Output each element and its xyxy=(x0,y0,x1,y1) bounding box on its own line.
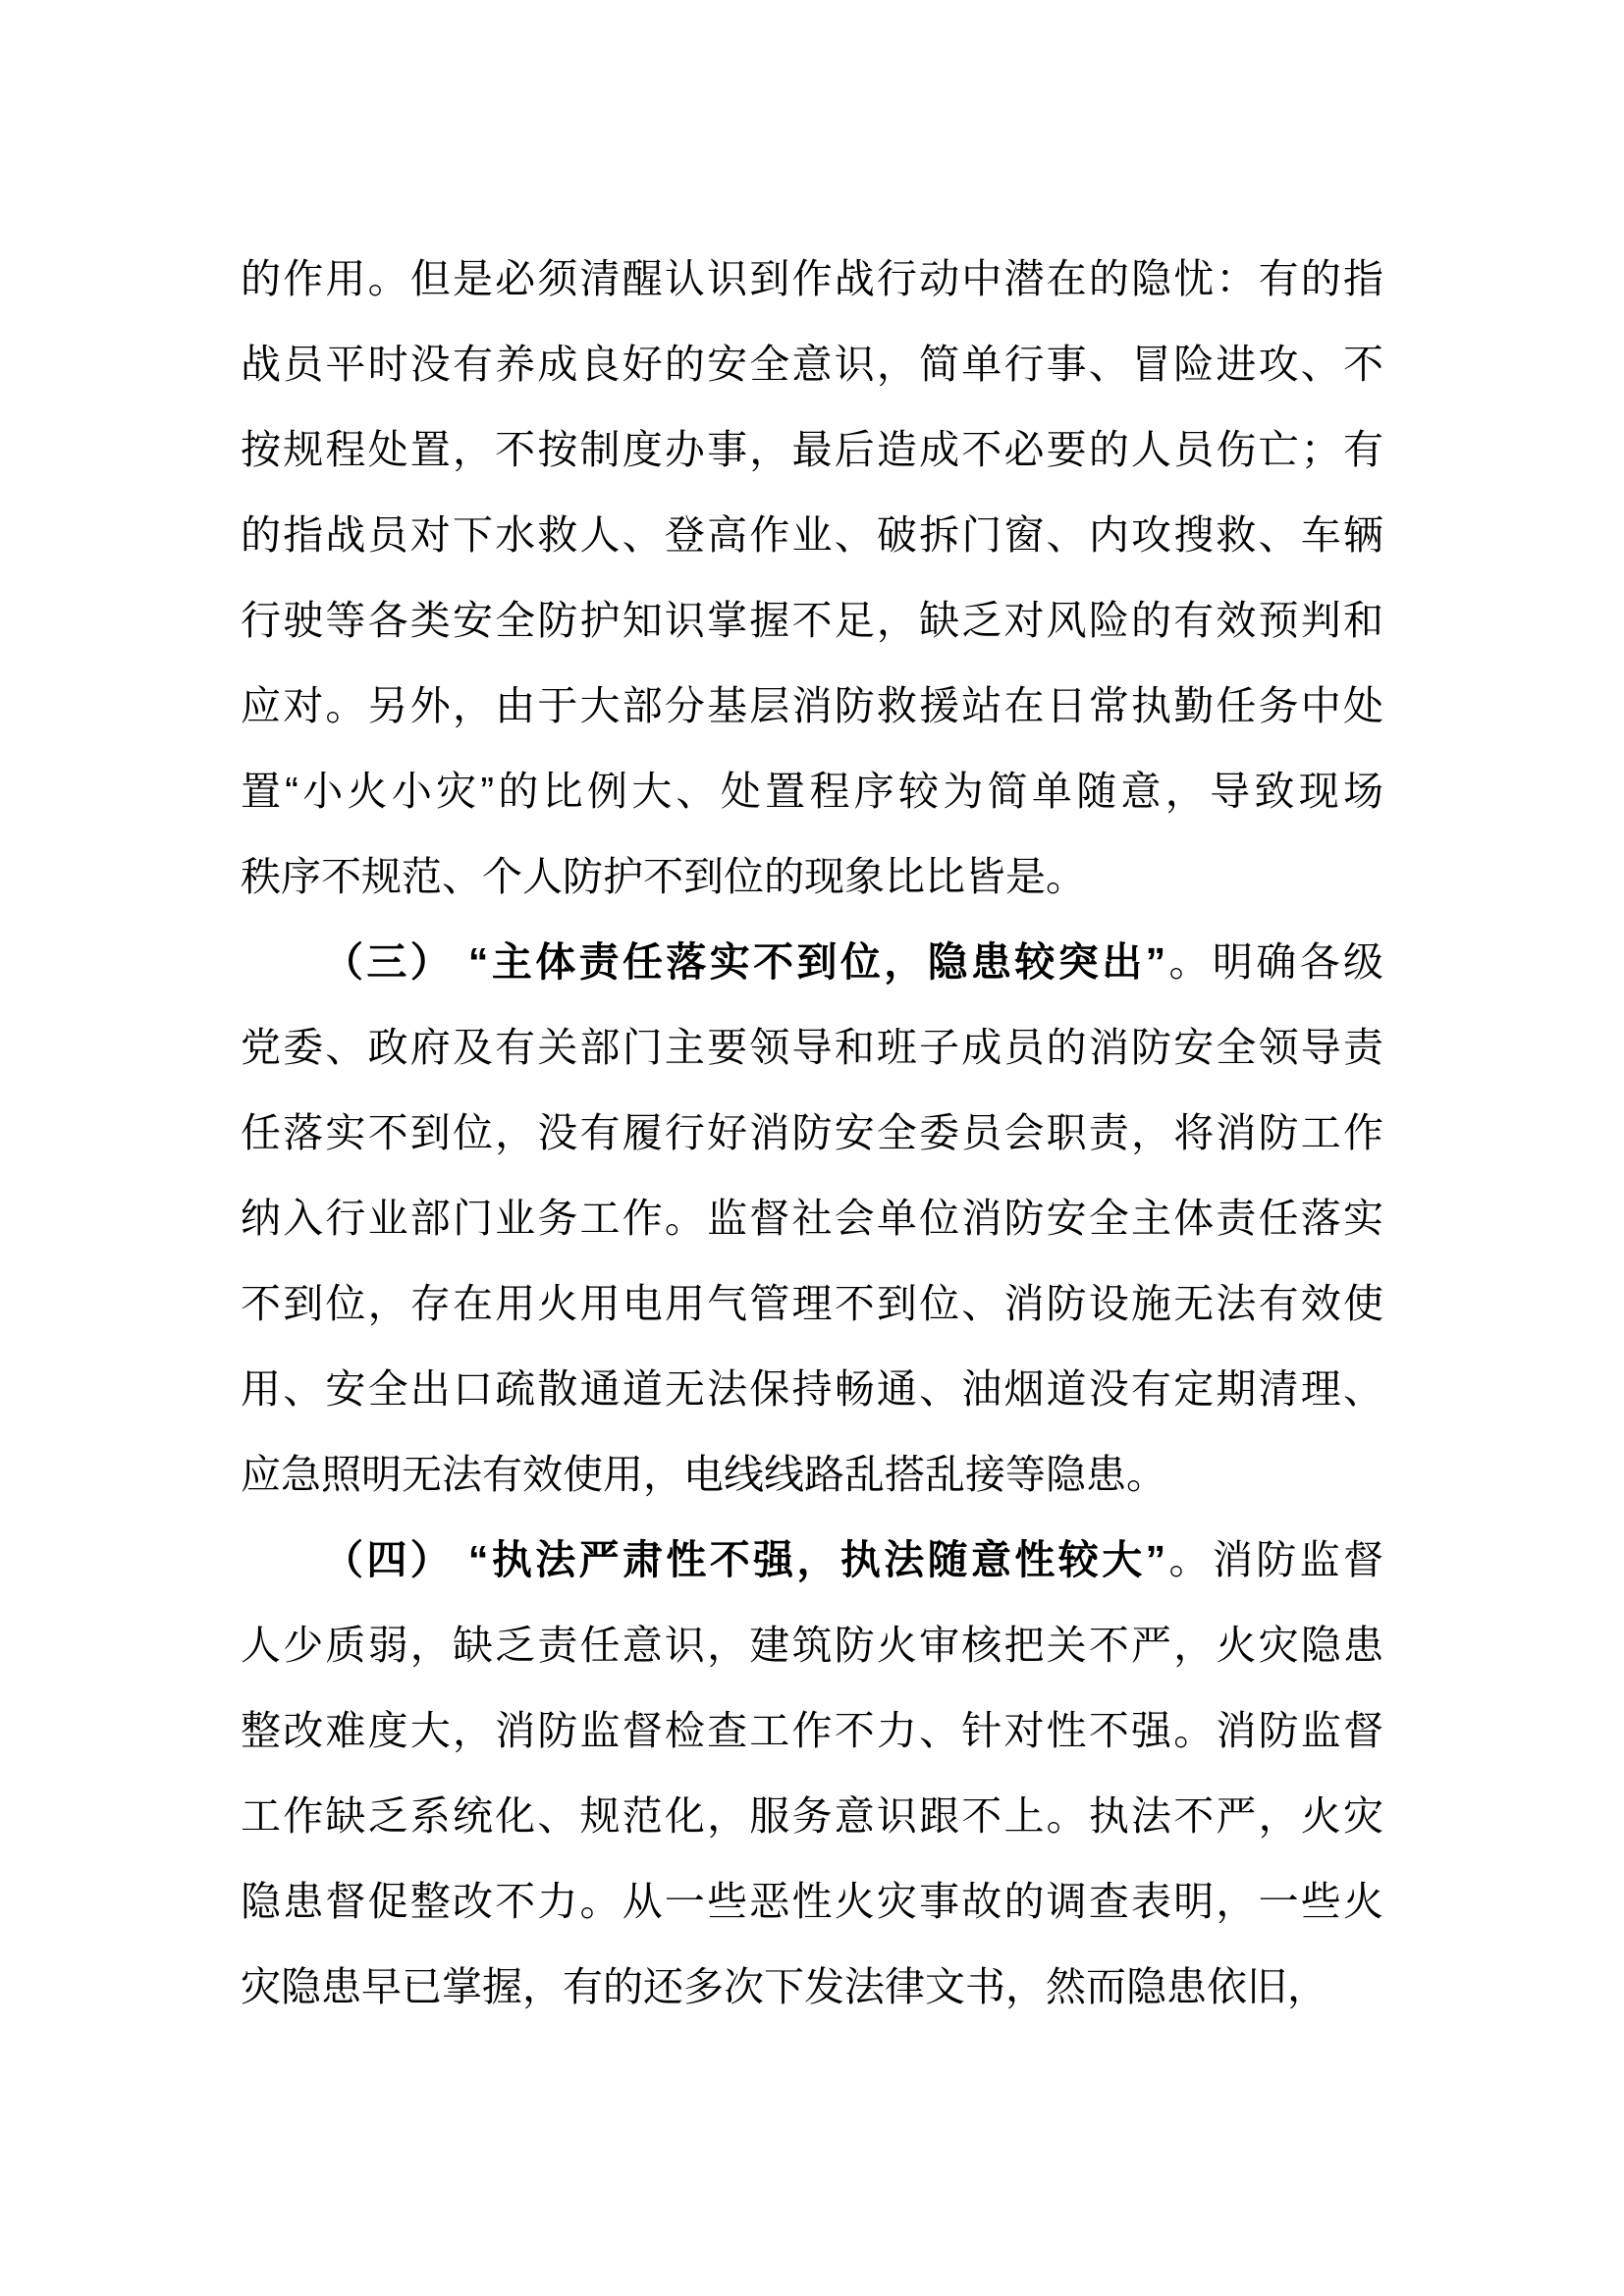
body-text: 工作缺乏系统化、规范化，服务意识跟不上。执法不严，火灾 xyxy=(241,1793,1383,1839)
body-text: 战员平时没有养成良好的安全意识，简单行事、冒险进攻、不 xyxy=(241,342,1383,387)
body-text: 用、安全出口疏散通道无法保持畅通、油烟道没有定期清理、 xyxy=(241,1366,1383,1412)
text-line xyxy=(241,237,1383,322)
text-line xyxy=(241,493,1383,578)
text-line xyxy=(241,1005,1383,1091)
body-text: 的作用。但是必须清醒认识到作战行动中潜在的隐忧：有的指 xyxy=(241,256,1383,301)
text-line xyxy=(241,1432,1383,1518)
text-line xyxy=(241,407,1383,493)
body-text: 不到位，存在用火用电用气管理不到位、消防设施无法有效使 xyxy=(241,1281,1383,1326)
body-text: 隐患督促整改不力。从一些恶性火灾事故的调查表明，一些火 xyxy=(241,1879,1383,1924)
body-text: 秩序不规范、个人防护不到位的现象比比皆是。 xyxy=(241,854,1086,899)
text-line xyxy=(241,1261,1383,1347)
body-text: 行驶等各类安全防护知识掌握不足，缺乏对风险的有效预判和 xyxy=(241,598,1383,643)
text-line xyxy=(241,578,1383,664)
section-heading-text: （三） “主体责任落实不到位，隐患较突出” xyxy=(323,939,1166,985)
text-line xyxy=(241,1176,1383,1261)
body-text: 应对。另外，由于大部分基层消防救援站在日常执勤任务中处 xyxy=(241,683,1383,728)
text-line xyxy=(241,1945,1383,2030)
document-text-block xyxy=(241,237,1383,2030)
body-text: 人少质弱，缺乏责任意识，建筑防火审核把关不严，火灾隐患 xyxy=(241,1623,1383,1668)
body-text: 的指战员对下水救人、登高作业、破拆门窗、内攻搜救、车辆 xyxy=(241,512,1383,558)
body-text: 任落实不到位，没有履行好消防安全委员会职责，将消防工作 xyxy=(241,1110,1383,1155)
text-line xyxy=(241,1603,1383,1688)
text-line xyxy=(241,1347,1383,1432)
text-line xyxy=(241,1688,1383,1774)
text-line xyxy=(241,1859,1383,1945)
body-text: 整改难度大，消防监督检查工作不力、针对性不强。消防监督 xyxy=(241,1708,1383,1753)
text-line xyxy=(241,749,1383,834)
body-text: 应急照明无法有效使用，电线线路乱搭乱接等隐患。 xyxy=(241,1452,1166,1497)
body-text: 按规程处置，不按制度办事，最后造成不必要的人员伤亡；有 xyxy=(241,427,1383,472)
text-line xyxy=(241,322,1383,407)
text-line xyxy=(241,834,1383,920)
text-line xyxy=(241,664,1383,749)
body-text: 纳入行业部门业务工作。监督社会单位消防安全主体责任落实 xyxy=(241,1196,1383,1241)
body-text: 党委、政府及有关部门主要领导和班子成员的消防安全领导责 xyxy=(241,1025,1383,1070)
section-heading-text: （四） “执法严肃性不强，执法随意性较大” xyxy=(323,1537,1166,1582)
body-text: 置“小火小灾”的比例大、处置程序较为简单随意，导致现场 xyxy=(241,769,1383,814)
body-text: 。消防监督 xyxy=(1165,1537,1383,1582)
paragraph-first-line xyxy=(241,920,1383,1005)
paragraph-first-line xyxy=(241,1518,1383,1603)
body-text: 灾隐患早已掌握，有的还多次下发法律文书，然而隐患依旧， xyxy=(241,1964,1327,2009)
body-text: 。明确各级 xyxy=(1165,939,1383,985)
text-line xyxy=(241,1774,1383,1859)
text-line xyxy=(241,1091,1383,1176)
